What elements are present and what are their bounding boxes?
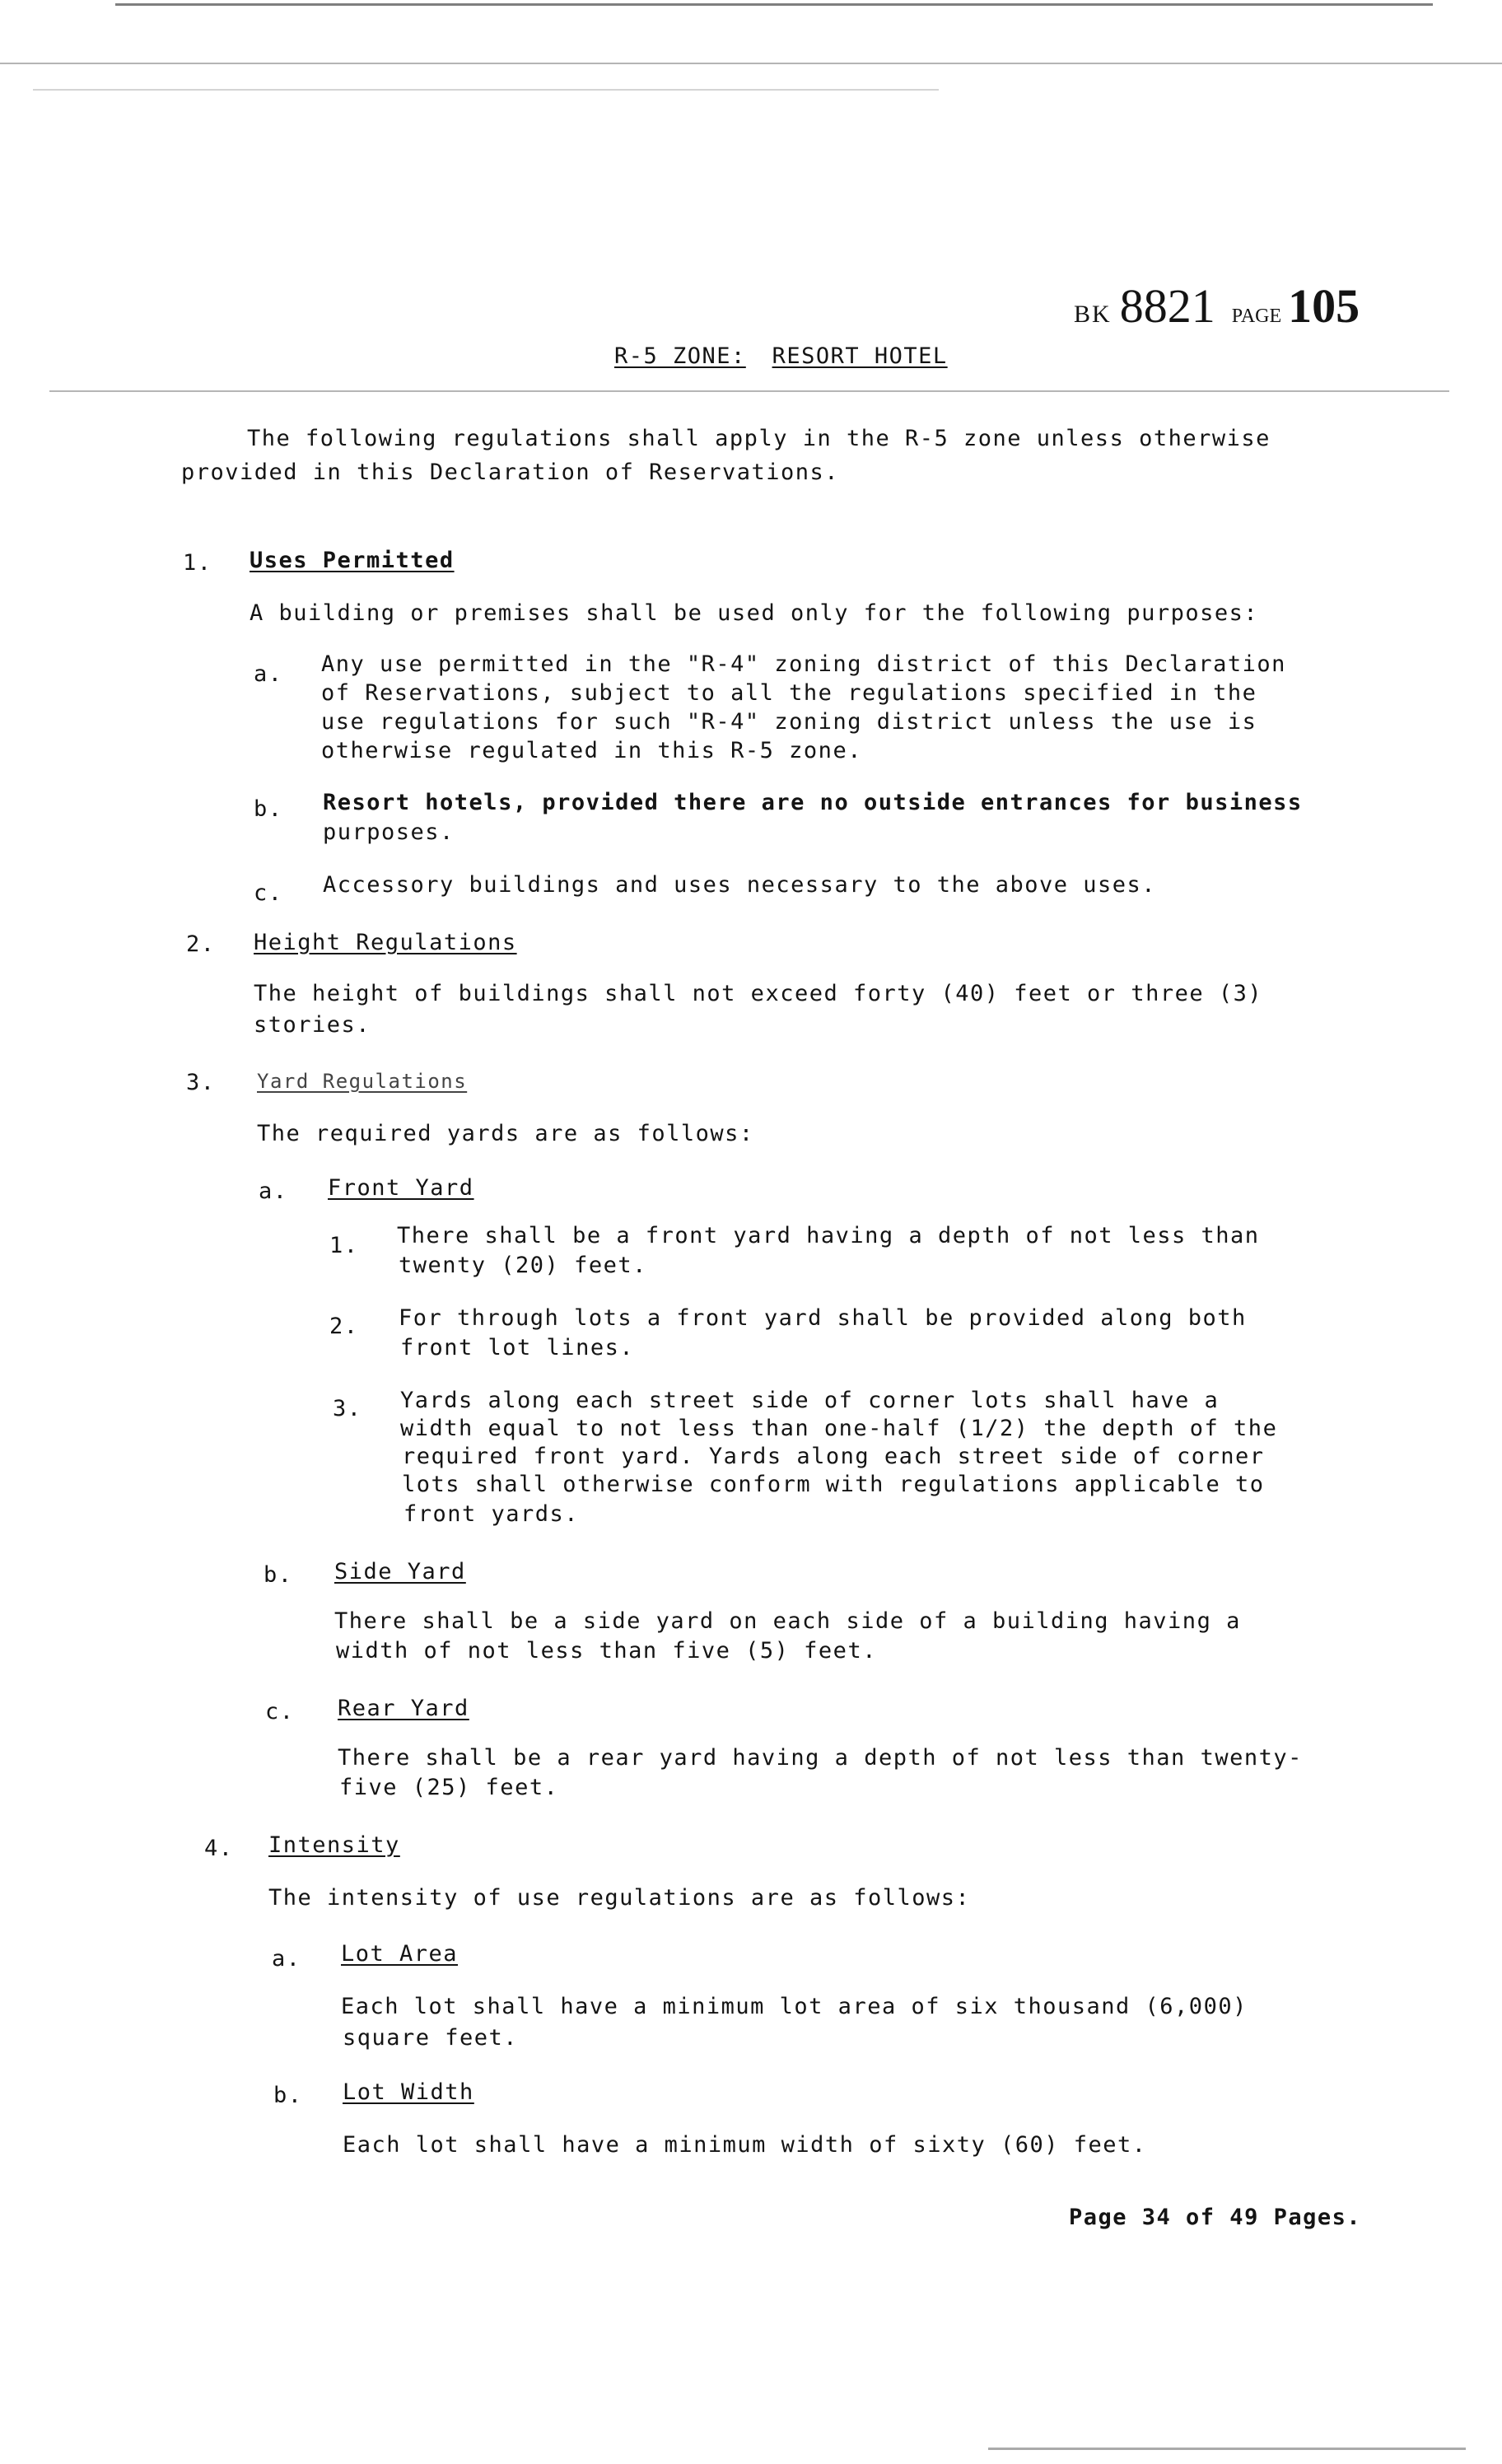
lot-area-line: Each lot shall have a minimum lot area of six thousand (6,000) <box>341 1994 1248 2019</box>
section-number: 3. <box>186 1070 216 1095</box>
lot-width-line: Each lot shall have a minimum width of sixty (60) feet. <box>343 2132 1147 2158</box>
rear-yard-line: five (25) feet. <box>339 1775 559 1800</box>
item-letter: c. <box>265 1699 295 1724</box>
book-stamp <box>1074 278 1360 334</box>
section-title-height: Height Regulations <box>254 930 517 955</box>
item-line: Any use permitted in the "R-4" zoning district of this Declaration <box>321 651 1286 677</box>
section-number: 1. <box>183 550 212 576</box>
item-line: use regulations for such "R-4" zoning district unless the use is <box>321 709 1257 735</box>
item-line: width equal to not less than one-half (1/2) the depth of the <box>400 1416 1278 1441</box>
item-letter: a. <box>254 661 283 687</box>
yard-lead: The required yards are as follows: <box>257 1121 754 1146</box>
intro-line-2: provided in this Declaration of Reservations. <box>181 460 839 485</box>
item-line: front lot lines. <box>400 1335 635 1360</box>
subsection-title-rear-yard: Rear Yard <box>338 1696 469 1721</box>
item-line: of Reservations, subject to all the regulations specified in the <box>321 680 1257 706</box>
rear-yard-line: There shall be a rear yard having a depth of not less than twenty- <box>338 1745 1303 1771</box>
section-title-uses: Uses Permitted <box>250 548 455 573</box>
item-line: front yards. <box>403 1501 580 1527</box>
item-line: twenty (20) feet. <box>399 1253 647 1278</box>
item-letter: c. <box>254 880 283 906</box>
scan-artifact-top-2 <box>0 63 1502 64</box>
scan-artifact-header <box>49 390 1449 392</box>
book-number: 8821 <box>1119 279 1215 333</box>
zone-title: RESORT HOTEL <box>772 343 948 369</box>
scan-artifact-bottom <box>988 2448 1466 2450</box>
subsection-title-lot-width: Lot Width <box>343 2079 474 2105</box>
item-letter: a. <box>272 1946 301 1972</box>
item-line: lots shall otherwise conform with regulations applicable to <box>402 1472 1265 1497</box>
item-line: purposes. <box>323 819 455 845</box>
side-yard-line: There shall be a side yard on each side of a building having a <box>334 1608 1241 1634</box>
section-number: 2. <box>186 931 216 957</box>
item-letter: b. <box>273 2083 303 2108</box>
item-letter: a. <box>259 1178 288 1204</box>
section-title-yard: Yard Regulations <box>257 1070 468 1093</box>
uses-lead: A building or premises shall be used only for the following purposes: <box>250 600 1259 626</box>
section-number: 4. <box>204 1836 234 1861</box>
item-line: There shall be a front yard having a depth of not less than <box>397 1223 1260 1248</box>
page-number: 105 <box>1288 279 1360 333</box>
item-number: 2. <box>329 1314 359 1339</box>
lot-area-line: square feet. <box>343 2025 519 2051</box>
subsection-title-side-yard: Side Yard <box>334 1559 466 1584</box>
item-line: otherwise regulated in this R-5 zone. <box>321 738 862 763</box>
item-letter: b. <box>264 1562 293 1588</box>
subsection-title-front-yard: Front Yard <box>328 1175 474 1201</box>
side-yard-line: width of not less than five (5) feet. <box>336 1638 877 1664</box>
subsection-title-lot-area: Lot Area <box>341 1941 459 1967</box>
item-line: Yards along each street side of corner lots shall have a <box>400 1388 1220 1413</box>
item-number: 3. <box>333 1396 362 1421</box>
item-letter: b. <box>254 796 283 822</box>
book-label: BK <box>1074 301 1112 328</box>
item-number: 1. <box>329 1233 359 1258</box>
height-line: The height of buildings shall not exceed forty (40) feet or three (3) <box>254 981 1263 1006</box>
item-line: required front yard. Yards along each street side of corner <box>402 1444 1265 1469</box>
intro-line-1: The following regulations shall apply in the R-5 zone unless otherwise <box>247 426 1271 451</box>
scan-artifact-top-3 <box>33 89 939 91</box>
page-label: PAGE <box>1231 306 1282 327</box>
item-line: For through lots a front yard shall be provided along both <box>399 1305 1247 1331</box>
item-line: Accessory buildings and uses necessary to the above uses. <box>323 872 1157 898</box>
page-title <box>614 343 948 371</box>
intensity-lead: The intensity of use regulations are as follows: <box>268 1885 971 1911</box>
height-line: stories. <box>254 1012 371 1038</box>
scan-artifact-top <box>115 3 1433 6</box>
section-title-intensity: Intensity <box>268 1832 400 1858</box>
item-line: Resort hotels, provided there are no outside entrances for business <box>323 790 1303 815</box>
page-footer: Page 34 of 49 Pages. <box>1069 2205 1362 2230</box>
zone-label: R-5 ZONE: <box>614 343 746 369</box>
